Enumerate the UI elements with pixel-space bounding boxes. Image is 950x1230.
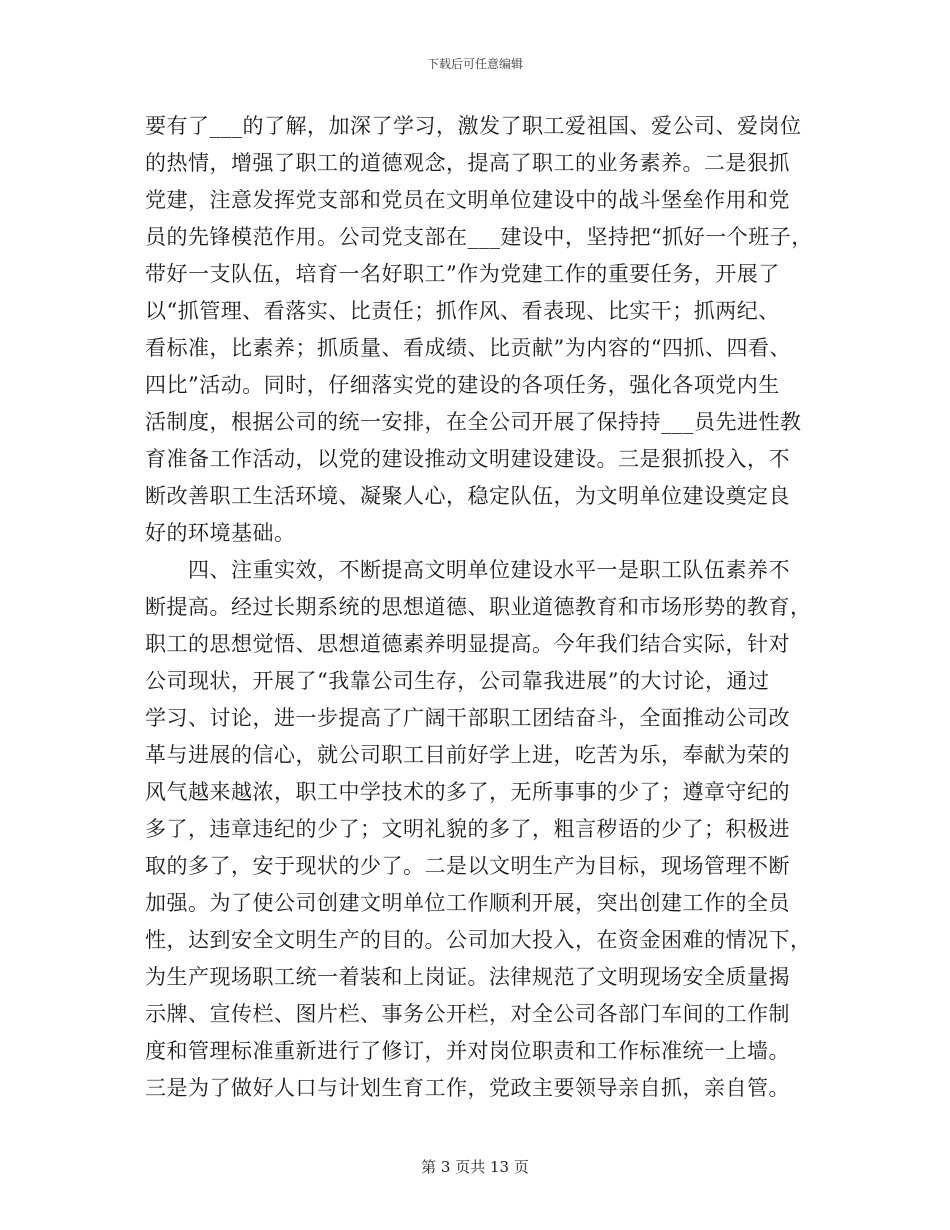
- text-line: 职工的思想觉悟、思想道德素养明显提高。今年我们结合实际，针对: [145, 632, 790, 656]
- text-line: 学习、讨论，进一步提高了广阔干部职工团结奋斗，全面推动公司改: [145, 706, 790, 730]
- text-line: 断提高。经过长期系统的思想道德、职业道德教育和市场形势的教育，: [145, 595, 812, 619]
- page-header: 下载后可任意编辑: [426, 57, 523, 71]
- text-line: 断改善职工生活环境、凝聚人心，稳定队伍，为文明单位建设奠定良: [145, 484, 790, 508]
- text-line: 活制度，根据公司的统一安排，在全公司开展了保持持___员先进性教: [145, 410, 802, 434]
- text-line: 取的多了，安于现状的少了。二是以文明生产为目标，现场管理不断: [145, 854, 790, 878]
- text-line: 多了，违章违纪的少了；文明礼貌的多了，粗言秽语的少了；积极进: [145, 817, 790, 841]
- text-line: 带好一支队伍，培育一名好职工”作为党建工作的重要任务，开展了: [145, 262, 780, 286]
- text-line: 党建，注意发挥党支部和党员在文明单位建设中的战斗堡垒作用和党: [145, 188, 790, 212]
- text-line: 示牌、宣传栏、图片栏、事务公开栏，对全公司各部门车间的工作制: [145, 1002, 790, 1026]
- text-line: 度和管理标准重新进行了修订，并对岗位职责和工作标准统一上墙。: [145, 1039, 790, 1063]
- text-line: 为生产现场职工统一着装和上岗证。法律规范了文明现场安全质量揭: [145, 965, 790, 989]
- text-line: 公司现状，开展了“我靠公司生存，公司靠我进展”的大讨论，通过: [145, 669, 770, 693]
- text-line: 员的先锋模范作用。公司党支部在___建设中，坚持把“抓好一个班子，: [145, 225, 813, 249]
- text-line: 三是为了做好人口与计划生育工作，党政主要领导亲自抓，亲自管。: [145, 1076, 790, 1100]
- text-line: 育准备工作活动，以党的建设推动文明建设建设。三是狠抓投入，不: [145, 447, 790, 471]
- text-line: 革与进展的信心，就公司职工目前好学上进，吃苦为乐，奉献为荣的: [145, 743, 790, 767]
- text-line: 好的环境基础。: [145, 521, 296, 545]
- text-line: 加强。为了使公司创建文明单位工作顺利开展，突出创建工作的全员: [145, 891, 790, 915]
- text-line: 以“抓管理、看落实、比责任；抓作风、看表现、比实干；抓两纪、: [145, 299, 780, 323]
- text-line: 风气越来越浓，职工中学技术的多了，无所事事的少了；遵章守纪的: [145, 780, 790, 804]
- page-number: 第 3 页共 13 页: [421, 1158, 529, 1176]
- text-line: 四比”活动。同时，仔细落实党的建设的各项任务，强化各项党内生: [145, 373, 780, 397]
- text-line: 要有了___的了解，加深了学习，激发了职工爱祖国、爱公司、爱岗位: [145, 114, 802, 138]
- text-line: 的热情，增强了职工的道德观念，提高了职工的业务素养。二是狠抓: [145, 151, 790, 175]
- text-line: 看标准，比素养；抓质量、看成绩、比贡献”为内容的“四抓、四看、: [145, 336, 791, 360]
- paragraph-start-line: 四、注重实效，不断提高文明单位建设水平一是职工队伍素养不: [145, 558, 790, 582]
- text-line: 性，达到安全文明生产的目的。公司加大投入，在资金困难的情况下，: [145, 928, 812, 952]
